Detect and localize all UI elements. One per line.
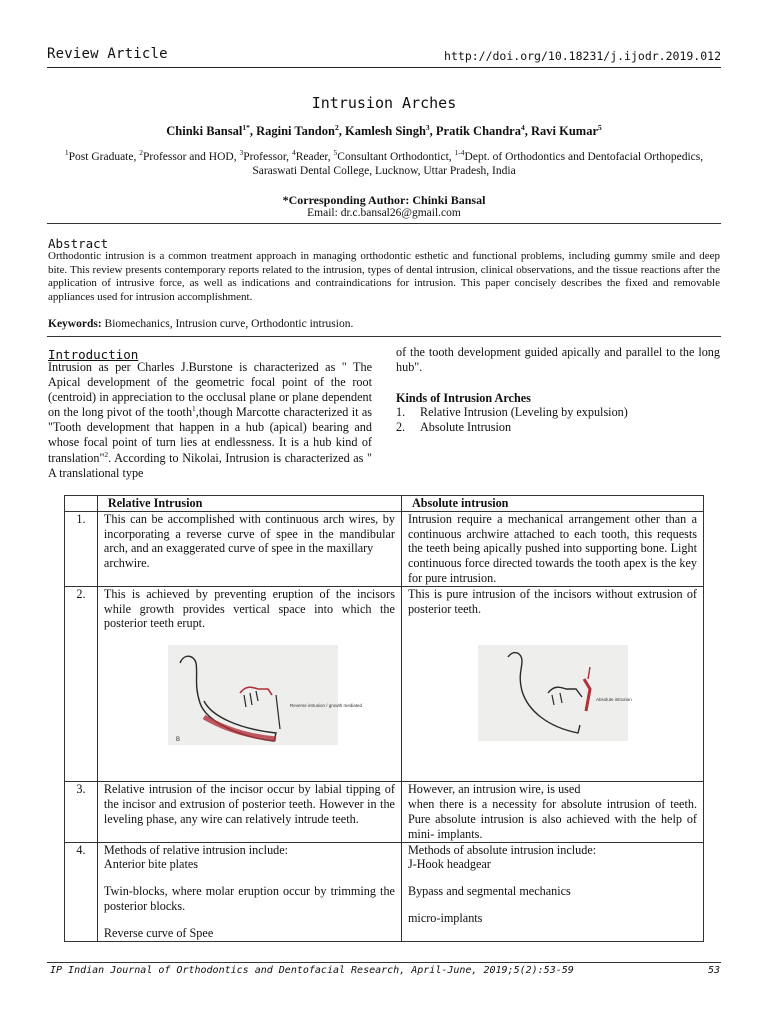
page-number: 53 [707, 965, 720, 976]
abstract-heading: Abstract [48, 236, 109, 251]
figure-label: Reverse intrusion / growth mediated [289, 703, 362, 709]
figure-label: Absolute intrusion [595, 697, 632, 703]
table-row: 3. Relative intrusion of the incisor occur by labial tipping of the incisor and extrusion of posterior teeth. However in the leveling phase, any wire can relatively intrude teeth. However, an intrusion wire, is used when there is a necessity for absolute intrusion of teeth. Pure absolute intrusion is also achieved with the help of mini- implants. [65, 782, 704, 842]
author-name: Kamlesh Singh [344, 124, 426, 138]
kinds-heading: Kinds of Intrusion Arches [396, 391, 531, 405]
section-label: Review Article [47, 46, 168, 62]
list-item: 1. Relative Intrusion (Leveling by expulsion) [396, 405, 628, 419]
journal-citation: IP Indian Journal of Orthodontics and Dentofacial Research, April-June, 2019;5(2):53-59 [50, 965, 574, 976]
abstract-divider [47, 336, 721, 337]
author-name: Chinki Bansal [166, 124, 243, 138]
relative-intrusion-photo [168, 645, 362, 745]
list-item: 2. Absolute Intrusion [396, 420, 512, 434]
introduction-continued: of the tooth development guided apically and parallel to the long hub". [396, 345, 720, 375]
kinds-list [396, 405, 628, 435]
keywords: Keywords: Biomechanics, Intrusion curve, Orthodontic intrusion. [48, 318, 354, 330]
corresponding-email[interactable]: Email: dr.c.bansal26@gmail.com [307, 207, 461, 219]
table-row: 1. This can be accomplished with continuous arch wires, by incorporating a reverse curve of spee in the mandibular arch, and an exaggerated curve of spee in the maxillary archwire. Intrusion require a mechanical arrangement other than a continuous archwire attached to each tooth, this requests the teeth being apically pushed into supporting bone. Light continuous force directed towards the tooth apex is the key for pure intrusion. [65, 511, 704, 586]
author-name: Ragini Tandon [256, 124, 335, 138]
doi-link[interactable]: http://doi.org/10.18231/j.ijodr.2019.012 [444, 49, 721, 63]
institution: Saraswati Dental College, Lucknow, Uttar Pradesh, India [252, 165, 516, 177]
article-title: Intrusion Arches [311, 94, 457, 112]
table-row: 2. This is achieved by preventing eruption of the incisors while growth provides vertical space into which the posterior teeth erupt. Reverse intrusion / growth mediated B This is pure intrusion of the incisors without extrusion of posterior teeth. Absolute intrusion [65, 586, 704, 782]
header-absolute: Absolute intrusion [401, 496, 703, 512]
author-name: Pratik Chandra [435, 124, 521, 138]
affiliations: $^1$Post Graduate, $^2$Professor and HOD, $^3$Professor, $^4$Reader, $^5$Consultant Orthodontict, $^{1-4}$Dept. of Orthodontics and Dentofacial Orthopedics, Saraswati Dental College, Lucknow, Uttar Pradesh, India [64, 148, 704, 177]
corresponding-author: *Corresponding Author: Chinki Bansal [282, 193, 486, 207]
introduction-text: Intrusion as per Charles J.Burstone is characterized as " The Apical development of the geometric focal point of the root (centroid) in appreciation to the occlusal plane or plane dependent on the long pivot of the tooth$^1$,though Marcotte characterized it as "Tooth development that happen in a hub (apical) bearing and whose focal point of turn lies at endlessness. It is a hub kind of translation"$^2$. According to Nikolai, Intrusion is characterized as " A translational type [48, 360, 372, 480]
author-name: Ravi Kumar [530, 124, 598, 138]
intrusion-comparison-table [64, 495, 704, 942]
table-header-row [65, 496, 704, 512]
footer-divider [47, 962, 721, 963]
title-divider [47, 223, 721, 224]
absolute-intrusion-figure [478, 645, 632, 741]
introduction-heading: Introduction [48, 347, 139, 362]
abstract-text: Orthodontic intrusion is a common treatment approach in managing orthodontic esthetic and functional problems, including gummy smile and deep bite. This review presents contemporary reports related to the intrusion, types of dental intrusion, clinical observations, and the tissue reactions after the application of intrusive force, as well as indications and contraindications for intrusion. This paper concisely describes the fixed and removable appliances used for intrusion accomplishment. [48, 250, 720, 303]
figure-letter: B [175, 737, 180, 744]
author-list: Chinki Bansal$^{1*}$, Ragini Tandon$^2$, Kamlesh Singh$^3$, Pratik Chandra$^4$, Ravi Kumar$^5$ [166, 122, 602, 138]
header-divider [47, 67, 721, 68]
relative-intrusion-figure [168, 645, 362, 745]
table-row: 4. Methods of relative intrusion include: Anterior bite plates Twin-blocks, where molar eruption occur by trimming the posterior blocks. Reverse curve of Spee Methods of absolute intrusion include: J-Hook headgear Bypass and segmental mechanics micro-implants [65, 842, 704, 941]
header-relative: Relative Intrusion [97, 496, 401, 512]
absolute-intrusion-photo [478, 645, 632, 741]
